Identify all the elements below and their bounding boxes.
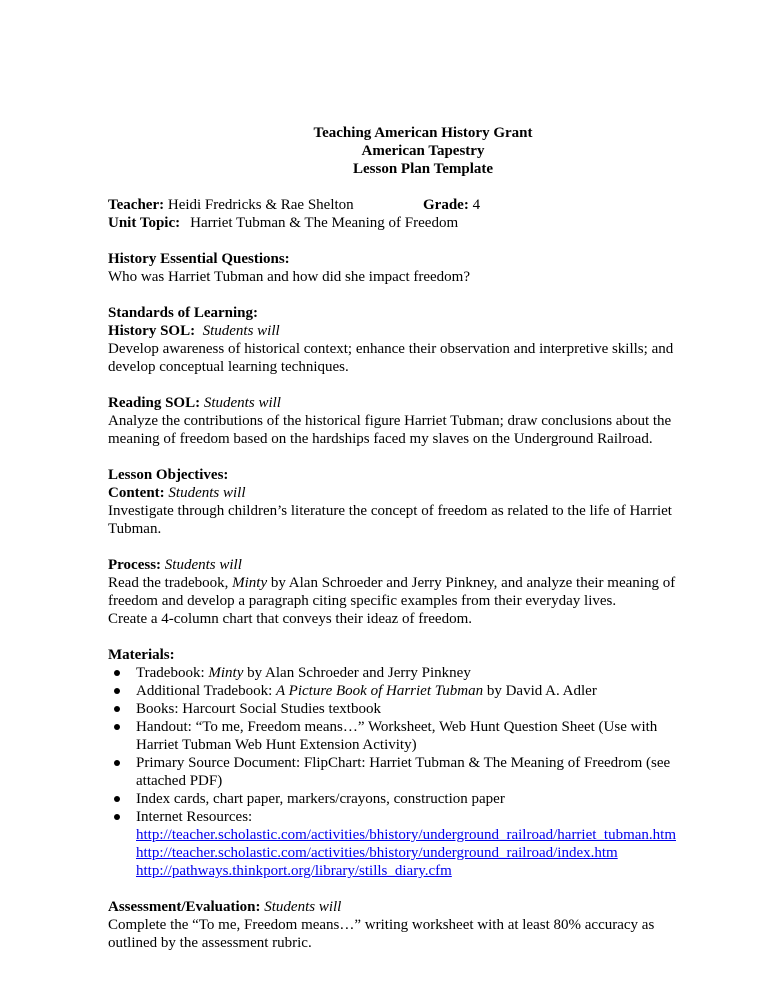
teacher-value: Heidi Fredricks & Rae Shelton bbox=[167, 197, 354, 213]
list-item: Primary Source Document: FlipChart: Harriet Tubman & The Meaning of Freedrom (see attached PDF) bbox=[108, 754, 738, 790]
unit-topic-value: Harriet Tubman & The Meaning of Freedom bbox=[190, 215, 459, 231]
standards-section bbox=[108, 304, 738, 448]
grade bbox=[423, 196, 480, 214]
content-label: Content: bbox=[108, 485, 165, 501]
history-sol-line-2: develop conceptual learning techniques. bbox=[108, 359, 349, 375]
materials-heading: Materials: bbox=[108, 647, 175, 663]
essential-questions-section bbox=[108, 250, 738, 286]
assessment-label: Assessment/Evaluation: bbox=[108, 899, 261, 915]
minty-title: Minty bbox=[232, 575, 268, 591]
content-line-2: Tubman. bbox=[108, 521, 162, 537]
assessment-line-2: outlined by the assessment rubric. bbox=[108, 935, 312, 951]
document-title bbox=[108, 124, 738, 178]
bullet-icon bbox=[110, 808, 124, 826]
title-line-2: American Tapestry bbox=[361, 143, 485, 159]
content-line-1: Investigate through children’s literature the concept of freedom as related to the life of Harriet bbox=[108, 503, 672, 519]
reading-sol-line-2: meaning of freedom based on the hardships faced my slaves on the Underground Railroad. bbox=[108, 431, 653, 447]
objectives-heading: Lesson Objectives: bbox=[108, 467, 229, 483]
link-harriet-tubman[interactable]: http://teacher.scholastic.com/activities/bhistory/underground_railroad/harriet_tubman.htm bbox=[136, 827, 676, 843]
process-line-3: Create a 4-column chart that conveys their ideaz of freedom. bbox=[108, 611, 473, 627]
title-line-1: Teaching American History Grant bbox=[313, 125, 533, 141]
title-line-3: Lesson Plan Template bbox=[352, 161, 494, 177]
bullet-icon bbox=[110, 664, 124, 682]
history-sol-line-1: Develop awareness of historical context; enhance their observation and interpretive skills; and bbox=[108, 341, 674, 357]
list-item: Internet Resources: http://teacher.scholastic.com/activities/bhistory/underground_railroad/harriet_tubman.htm http://teacher.scholastic.com/activities/bhistory/underground_railroad/index.htm http://pathways.thinkport.org/library/stills_diary.cfm bbox=[108, 808, 738, 880]
teacher-label: Teacher: bbox=[108, 197, 165, 213]
assessment-students: Students will bbox=[264, 899, 342, 915]
lesson-plan-content bbox=[108, 124, 738, 952]
history-sol-students: Students will bbox=[202, 323, 280, 339]
link-underground-railroad-index[interactable]: http://teacher.scholastic.com/activities/bhistory/underground_railroad/index.htm bbox=[136, 845, 618, 861]
bullet-icon bbox=[110, 682, 124, 700]
standards-heading: Standards of Learning: bbox=[108, 305, 259, 321]
reading-sol-students: Students will bbox=[203, 395, 281, 411]
list-item: Tradebook: Minty by Alan Schroeder and Jerry Pinkney bbox=[108, 664, 738, 682]
bullet-icon bbox=[110, 718, 124, 736]
grade-value: 4 bbox=[472, 197, 481, 213]
grade-label: Grade: bbox=[423, 197, 469, 213]
list-item: Index cards, chart paper, markers/crayons, construction paper bbox=[108, 790, 738, 808]
assessment-section bbox=[108, 898, 738, 952]
content-students: Students will bbox=[168, 485, 246, 501]
list-item: Books: Harcourt Social Studies textbook bbox=[108, 700, 738, 718]
reading-sol-label: Reading SOL: bbox=[108, 395, 201, 411]
process-line-1: Read the tradebook, Minty by Alan Schroeder and Jerry Pinkney, and analyze their meaning of bbox=[108, 575, 676, 591]
bullet-icon bbox=[110, 700, 124, 718]
essential-questions-heading: History Essential Questions: bbox=[108, 251, 290, 267]
teacher-row bbox=[108, 196, 738, 214]
process-students: Students will bbox=[164, 557, 242, 573]
bullet-icon bbox=[110, 790, 124, 808]
link-stills-diary[interactable]: http://pathways.thinkport.org/library/stills_diary.cfm bbox=[136, 863, 452, 879]
objectives-section bbox=[108, 466, 738, 628]
materials-section bbox=[108, 646, 738, 880]
history-sol-label: History SOL: bbox=[108, 323, 196, 339]
unit-topic-label: Unit Topic: bbox=[108, 215, 181, 231]
list-item: Additional Tradebook: A Picture Book of Harriet Tubman by David A. Adler bbox=[108, 682, 738, 700]
process-line-2: freedom and develop a paragraph citing specific examples from their everyday lives. bbox=[108, 593, 617, 609]
reading-sol-line-1: Analyze the contributions of the historical figure Harriet Tubman; draw conclusions about the bbox=[108, 413, 672, 429]
assessment-line-1: Complete the “To me, Freedom means…” writing worksheet with at least 80% accuracy as bbox=[108, 917, 655, 933]
list-item: Handout: “To me, Freedom means…” Worksheet, Web Hunt Question Sheet (Use with Harriet Tubman Web Hunt Extension Activity) bbox=[108, 718, 738, 754]
unit-topic-row bbox=[108, 214, 738, 232]
materials-list bbox=[108, 664, 738, 880]
process-label: Process: bbox=[108, 557, 162, 573]
essential-questions-text: Who was Harriet Tubman and how did she impact freedom? bbox=[108, 269, 470, 285]
bullet-icon bbox=[110, 754, 124, 772]
